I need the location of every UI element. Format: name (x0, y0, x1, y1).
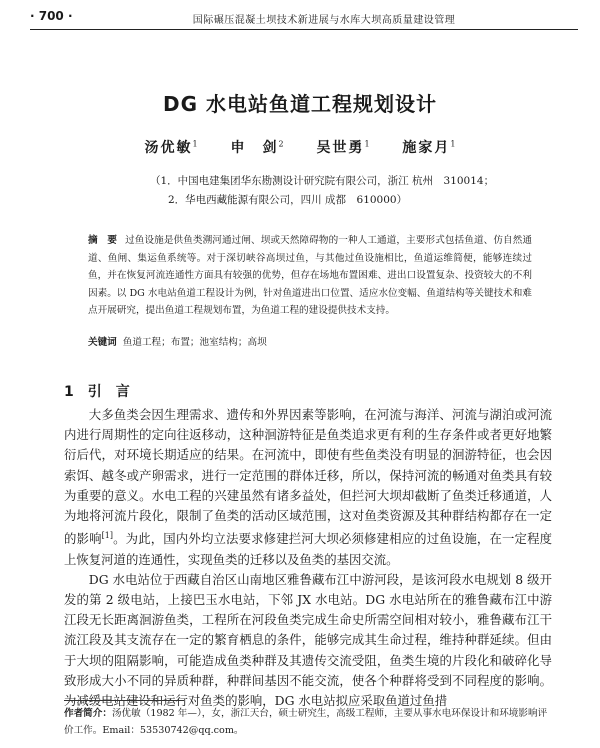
footnote-text: 汤优敏（1982 年—），女，浙江天台，硕士研究生，高级工程师，主要从事水电环保设计和环境影响评价工作。Email：53530742@qq.com。 (64, 708, 548, 736)
author-name: 申 剑 (230, 140, 279, 156)
keywords-label: 关键词 (88, 337, 117, 348)
author-affil-mark: 2 (278, 139, 284, 149)
keywords-text: 鱼道工程；布置；池室结构；高坝 (122, 337, 267, 348)
affiliation-2: 2．华电西藏能源有限公司，四川 成都 610000） (168, 194, 408, 206)
section-number: 1 (64, 384, 74, 400)
abstract-text: 过鱼设施是供鱼类溯河通过闸、坝或天然障碍物的一种人工通道，主要形式包括鱼道、仿自然通道、鱼闸、集运鱼系统等。对于深切峡谷高坝过鱼，与其他过鱼设施相比，鱼道运维简便，能够连续过鱼，并在恢复河流连通性方面具有较强的优势，但存在场地布置困难、进出口设置复杂、投资较大的不利因素。以 DG 水电站鱼道工程设计为例，针对鱼道进出口位置、适应水位变幅、鱼道结构等关键技术和难点开展研究，提出鱼道工程规划布置，为鱼道工程的建设提供技术支持。 (88, 235, 533, 316)
section-heading (64, 381, 130, 401)
paragraph-1 (64, 405, 552, 570)
body-text (64, 405, 552, 711)
author-affil-mark: 1 (450, 139, 456, 149)
abstract-label: 摘 要 (88, 235, 118, 246)
author-name: 施家月 (402, 140, 451, 156)
author-affil-mark: 1 (192, 139, 198, 149)
author-list (0, 137, 600, 157)
page-number: · 700 · (30, 9, 73, 23)
keywords (88, 335, 532, 351)
running-header (30, 8, 578, 30)
citation-ref[interactable]: [1] (101, 531, 113, 541)
footnote-divider (64, 700, 184, 701)
abstract (88, 232, 532, 320)
author-affil-mark: 1 (364, 139, 370, 149)
paragraph-2: DG 水电站位于西藏自治区山南地区雅鲁藏布江中游河段，是该河段水电规划 8 级开发的第 2 级电站，上接巴玉水电站，下邻 JX 水电站。DG 水电站所在的雅鲁藏布江中游江段无长距离洄游鱼类，工程所在河段鱼类完成生命史所需空间相对较小，雅鲁藏布江干流江段及其支流存在一定的繁育栖息的条件，能够完成其生命过程，维持种群延续。但由于大坝的阻隔影响，可能造成鱼类种群及其遗传交流受阻，鱼类生境的片段化和破碎化导致形成大小不同的异质种群，种群间基因不能交流，使各个种群将受到不同程度的影响。为减缓电站建设和运行对鱼类的影响，DG 水电站拟应采取鱼道过鱼措 (64, 571, 552, 708)
author-name: 吴世勇 (316, 140, 365, 156)
journal-title: 国际碾压混凝土坝技术新进展与水库大坝高质量建设管理 (192, 15, 456, 26)
section-title: 引 言 (87, 384, 130, 400)
footnote-label: 作者简介： (64, 708, 112, 719)
author-name: 汤优敏 (144, 140, 193, 156)
paragraph-text: 大多鱼类会因生理需求、遗传和外界因素等影响，在河流与海洋、河流与湖泊或河流内进行周期性的定向往返移动，这种洄游特征是鱼类追求更有利的生存条件或者更好地繁衍后代，对环境长期适应的结果。在河流中，即使有些鱼类没有明显的洄游特征，也会因索饵、越冬或产卵需求，进行一定范围的群体迁移，所以，保持河流的畅通对鱼类具有较为重要的意义。水电工程的兴建虽然有诸多益处，但拦河大坝却截断了鱼类迁移通道，人为地将河流片段化，限制了鱼类的活动区域范围，这对鱼类资源及其种群结构都存在一定的影响 (64, 407, 552, 547)
author-3 (316, 140, 369, 156)
author-2 (230, 140, 283, 156)
paragraph-text-end: 。为此，国内外均立法要求修建拦河大坝必须修建相应的过鱼设施，在一定程度上恢复河道的连通性，实现鱼类的迁移以及鱼类的基因交流。 (64, 531, 553, 567)
author-1 (145, 140, 198, 156)
author-4 (402, 140, 455, 156)
author-footnote (64, 705, 552, 739)
paper-title: DG 水电站鱼道工程规划设计 (163, 92, 437, 116)
affiliation-1: （1．中国电建集团华东勘测设计研究院有限公司，浙江 杭州 310014； (150, 175, 495, 187)
